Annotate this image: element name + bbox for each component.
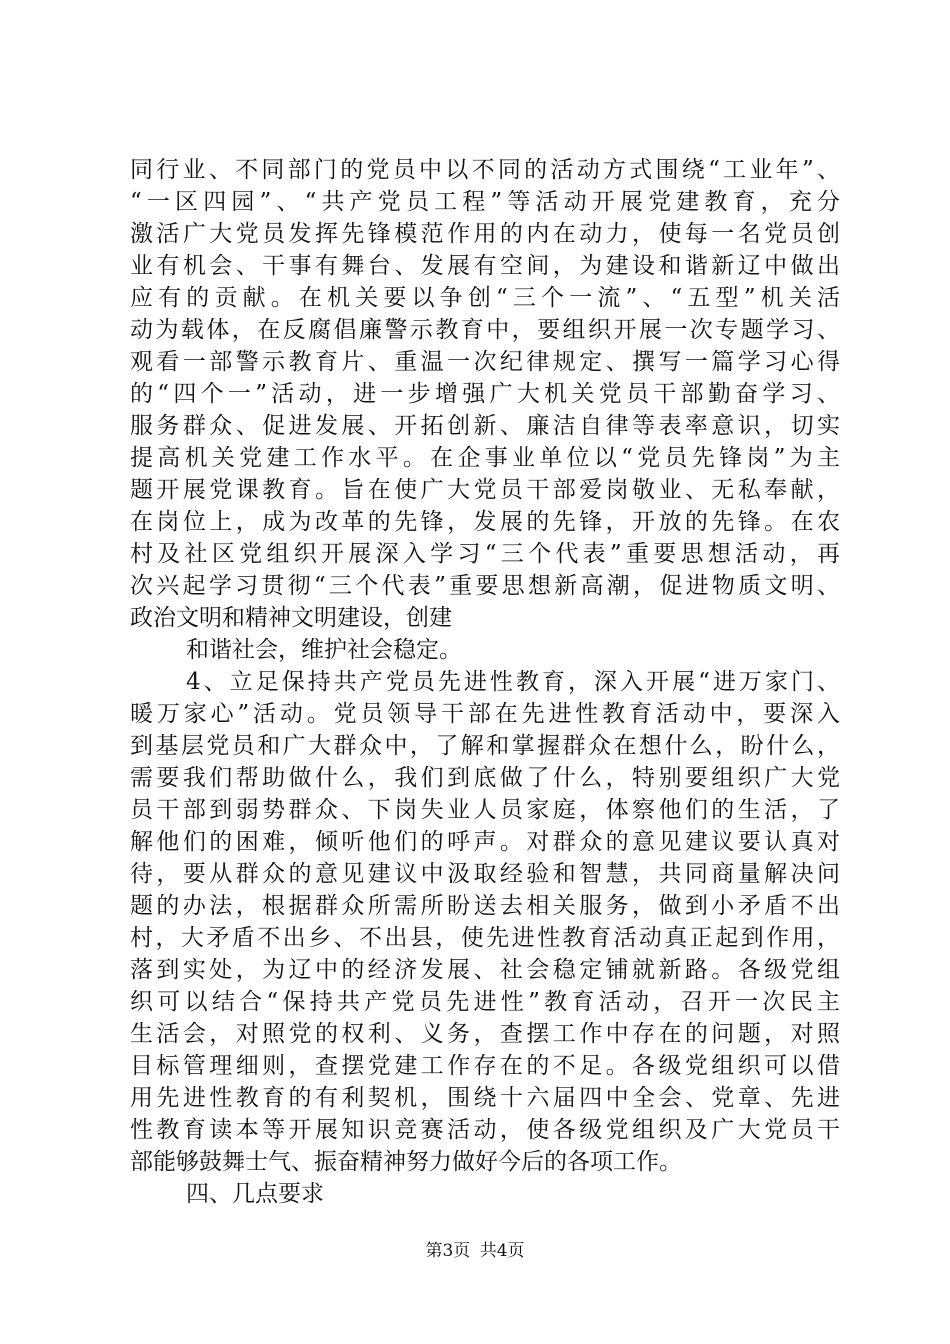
text-line: 用先进性教育的有利契机，围绕十六届四中全会、党章、先进 bbox=[130, 1085, 840, 1111]
text-line: 服务群众、促进发展、开拓创新、廉洁自律等表率意识，切实 bbox=[130, 413, 840, 439]
text-line: 生活会，对照党的权利、义务，查摆工作中存在的问题，对照 bbox=[130, 1021, 840, 1047]
text-line: 题开展党课教育。旨在使广大党员干部爱岗敬业、无私奉献， bbox=[130, 477, 840, 503]
page-footer bbox=[0, 1239, 950, 1263]
text-line: 动为载体，在反腐倡廉警示教育中，要组织开展一次专题学习、 bbox=[130, 317, 840, 343]
text-line: 解他们的困难，倾听他们的呼声。对群众的意见建议要认真对 bbox=[130, 829, 840, 855]
text-line: 四、几点要求 bbox=[186, 1181, 324, 1207]
text-line: 村，大矛盾不出乡、不出县，使先进性教育活动真正起到作用， bbox=[130, 925, 840, 951]
page-number: 第3页 bbox=[425, 1241, 471, 1261]
text-line: 应有的贡献。在机关要以争创“三个一流”、“五型”机关活 bbox=[130, 285, 840, 311]
text-line: 同行业、不同部门的党员中以不同的活动方式围绕“工业年”、 bbox=[130, 157, 840, 183]
text-line: 目标管理细则，查摆党建工作存在的不足。各级党组织可以借 bbox=[130, 1053, 840, 1079]
text-line: “一区四园”、“共产党员工程”等活动开展党建教育，充分 bbox=[130, 189, 840, 215]
text-line: 的“四个一”活动，进一步增强广大机关党员干部勤奋学习、 bbox=[130, 381, 840, 407]
text-line: 需要我们帮助做什么，我们到底做了什么，特别要组织广大党 bbox=[130, 765, 840, 791]
text-line: 在岗位上，成为改革的先锋，发展的先锋，开放的先锋。在农 bbox=[130, 509, 840, 535]
text-line: 题的办法，根据群众所需所盼送去相关服务，做到小矛盾不出 bbox=[130, 893, 840, 919]
text-line: 村及社区党组织开展深入学习“三个代表”重要思想活动，再 bbox=[130, 541, 840, 567]
text-line: 待，要从群众的意见建议中汲取经验和智慧，共同商量解决问 bbox=[130, 861, 840, 887]
page-total: 共4页 bbox=[479, 1241, 525, 1261]
text-line: 激活广大党员发挥先锋模范作用的内在动力，使每一名党员创 bbox=[130, 221, 840, 247]
text-line: 业有机会、干事有舞台、发展有空间，为建设和谐新辽中做出 bbox=[130, 253, 840, 279]
document-body bbox=[130, 154, 840, 1210]
text-line: 落到实处，为辽中的经济发展、社会稳定铺就新路。各级党组 bbox=[130, 957, 840, 983]
text-line: 提高机关党建工作水平。在企事业单位以“党员先锋岗”为主 bbox=[130, 445, 840, 471]
text-line: 性教育读本等开展知识竞赛活动，使各级党组织及广大党员干 bbox=[130, 1117, 840, 1143]
text-line: 暖万家心”活动。党员领导干部在先进性教育活动中，要深入 bbox=[130, 701, 840, 727]
text-line: 和谐社会，维护社会稳定。 bbox=[186, 637, 462, 663]
text-line: 员干部到弱势群众、下岗失业人员家庭，体察他们的生活，了 bbox=[130, 797, 840, 823]
text-line: 部能够鼓舞士气、振奋精神努力做好今后的各项工作。 bbox=[130, 1149, 682, 1175]
text-line: 织可以结合“保持共产党员先进性”教育活动，召开一次民主 bbox=[130, 989, 840, 1015]
text-line: 观看一部警示教育片、重温一次纪律规定、撰写一篇学习心得 bbox=[130, 349, 840, 375]
text-line: 到基层党员和广大群众中，了解和掌握群众在想什么，盼什么， bbox=[130, 733, 840, 759]
text-line: 政治文明和精神文明建设，创建 bbox=[130, 605, 452, 631]
text-line: 4、立足保持共产党员先进性教育，深入开展“进万家门、 bbox=[186, 669, 840, 695]
text-line: 次兴起学习贯彻“三个代表”重要思想新高潮，促进物质文明、 bbox=[130, 573, 840, 599]
